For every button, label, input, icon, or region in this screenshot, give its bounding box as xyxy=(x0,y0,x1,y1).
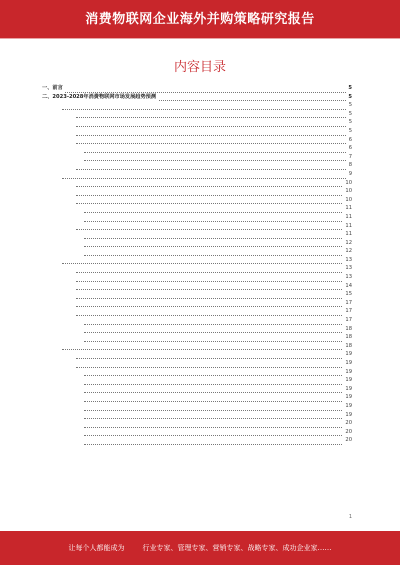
toc-entry-page: 5 xyxy=(348,102,352,109)
toc-title: 内容目录 xyxy=(173,60,226,75)
toc-entry-page: 13 xyxy=(345,256,352,263)
toc-entry-page: 11 xyxy=(345,205,352,212)
toc-leader-dots xyxy=(84,419,352,428)
toc-leader-dots xyxy=(84,376,352,385)
toc-entry-page: 20 xyxy=(345,420,352,427)
toc-entry-label: 一、前言 xyxy=(42,85,63,91)
toc-leader-dots xyxy=(76,127,352,136)
toc-leader-dots xyxy=(84,213,352,222)
toc-entry-page: 19 xyxy=(345,351,352,358)
report-title: 消费物联网企业海外并购策略研究报告 xyxy=(85,12,315,27)
toc-leader-dots xyxy=(76,118,352,127)
toc-leader-dots xyxy=(84,230,352,239)
toc-entry-page: 10 xyxy=(345,196,352,203)
toc-leader-dots xyxy=(76,222,352,231)
toc-leader-dots xyxy=(84,436,352,445)
toc-entry[interactable] xyxy=(0,101,400,110)
toc-entry-page: 5 xyxy=(348,110,352,117)
toc-entry[interactable] xyxy=(0,325,400,334)
toc-entry[interactable] xyxy=(0,136,400,145)
toc-entry[interactable] xyxy=(0,428,400,437)
toc-entry-page: 19 xyxy=(345,402,352,409)
toc-leader-dots xyxy=(76,161,352,170)
toc-entry-page: 7 xyxy=(348,153,352,160)
toc-leader-dots xyxy=(84,411,352,420)
toc-leader-dots xyxy=(84,316,352,325)
toc-entry[interactable] xyxy=(0,222,400,231)
toc-entry-page: 17 xyxy=(345,317,352,324)
toc-entry-page: 6 xyxy=(348,136,352,143)
toc-leader-dots xyxy=(84,325,352,334)
toc-leader-dots xyxy=(62,256,352,265)
toc-leader-dots xyxy=(84,393,352,402)
toc-entry[interactable] xyxy=(0,196,400,205)
toc-leader-dots xyxy=(76,187,352,196)
toc-leader-dots xyxy=(76,290,352,299)
toc-entry-page: 12 xyxy=(345,248,352,255)
toc-entry-page: 17 xyxy=(345,299,352,306)
toc-leader-dots xyxy=(84,402,352,411)
toc-entry-page: 19 xyxy=(345,411,352,418)
toc-entry-page: 8 xyxy=(348,162,352,169)
toc-entry[interactable] xyxy=(0,282,400,291)
toc-leader-dots xyxy=(84,204,352,213)
toc-entry-page: 18 xyxy=(345,325,352,332)
toc-entry[interactable] xyxy=(0,213,400,222)
toc-entry[interactable] xyxy=(0,127,400,136)
toc-entry[interactable] xyxy=(0,230,400,239)
toc-leader-dots xyxy=(76,136,352,145)
toc-leader-dots xyxy=(84,333,352,342)
toc-entry-page: 10 xyxy=(345,188,352,195)
toc-leader-dots xyxy=(84,144,352,153)
toc-entry[interactable] xyxy=(0,256,400,265)
toc-leader-dots xyxy=(76,299,352,308)
toc-entry[interactable] xyxy=(0,411,400,420)
page-number: 1 xyxy=(348,514,352,520)
toc-entry[interactable] xyxy=(0,359,400,368)
toc-entry[interactable] xyxy=(0,376,400,385)
toc-entry-page: 13 xyxy=(345,274,352,281)
toc-entry-page: 14 xyxy=(345,282,352,289)
toc-entry[interactable] xyxy=(0,170,400,179)
toc-entry-page: 12 xyxy=(345,239,352,246)
toc-entry[interactable] xyxy=(0,187,400,196)
toc-entry-page: 10 xyxy=(345,179,352,186)
toc-leader-dots xyxy=(76,350,352,359)
toc-entry-page: 20 xyxy=(345,428,352,435)
toc-entry-page: 17 xyxy=(345,308,352,315)
toc-entry-page: 18 xyxy=(345,342,352,349)
footer-roles-text: 行业专家、管理专家、营销专家、战略专家、成功企业家…… xyxy=(142,544,332,552)
toc-leader-dots xyxy=(76,196,352,205)
toc-leader-dots xyxy=(62,101,352,110)
toc-leader-dots xyxy=(84,428,352,437)
toc-entry-page: 5 xyxy=(348,93,352,100)
toc-entry-page: 5 xyxy=(348,85,352,91)
toc-entry-page: 18 xyxy=(345,334,352,341)
toc-leader-dots xyxy=(84,385,352,394)
toc-entry-label: 二、2023-2028年消费物联网市场发展趋势预测 xyxy=(42,93,157,100)
page-header xyxy=(0,0,400,38)
toc-leader-dots xyxy=(76,359,352,368)
header-divider xyxy=(0,38,400,39)
toc-entry[interactable] xyxy=(0,93,400,102)
toc-entry-page: 19 xyxy=(345,368,352,375)
toc-leader-dots xyxy=(76,273,352,282)
toc-leader-dots xyxy=(84,153,352,162)
toc-entry[interactable] xyxy=(0,436,400,445)
toc-entry[interactable] xyxy=(0,342,400,351)
toc-leader-dots xyxy=(76,307,352,316)
toc-leader-dots xyxy=(84,368,352,377)
toc-entry[interactable] xyxy=(0,299,400,308)
toc-leader-dots xyxy=(76,282,352,291)
toc-entry[interactable] xyxy=(0,419,400,428)
toc-entry[interactable] xyxy=(0,161,400,170)
toc-entry[interactable] xyxy=(0,316,400,325)
toc-entry[interactable] xyxy=(0,118,400,127)
toc-entry[interactable] xyxy=(0,290,400,299)
page-footer xyxy=(0,531,400,565)
toc-entry[interactable] xyxy=(0,402,400,411)
toc-entry-page: 19 xyxy=(345,394,352,401)
table-of-contents xyxy=(0,84,400,445)
toc-entry[interactable] xyxy=(0,333,400,342)
toc-entry-page: 11 xyxy=(345,222,352,229)
toc-entry-page: 11 xyxy=(345,231,352,238)
toc-entry[interactable] xyxy=(0,84,400,93)
toc-entry-page: 13 xyxy=(345,265,352,272)
toc-entry-page: 19 xyxy=(345,385,352,392)
toc-entry[interactable] xyxy=(0,273,400,282)
toc-entry[interactable] xyxy=(0,307,400,316)
toc-entry-page: 20 xyxy=(345,437,352,444)
toc-leader-dots xyxy=(76,110,352,119)
footer-slogan xyxy=(0,543,400,553)
toc-entry[interactable] xyxy=(0,385,400,394)
toc-entry-page: 6 xyxy=(348,145,352,152)
toc-leader-dots xyxy=(76,264,352,273)
toc-entry-page: 19 xyxy=(345,360,352,366)
toc-entry[interactable] xyxy=(0,204,400,213)
toc-entry[interactable] xyxy=(0,368,400,377)
toc-leader-dots xyxy=(62,170,352,179)
toc-leader-dots xyxy=(76,179,352,188)
toc-entry[interactable] xyxy=(0,179,400,188)
toc-entry[interactable] xyxy=(0,144,400,153)
toc-leader-dots xyxy=(84,239,352,248)
toc-entry[interactable] xyxy=(0,110,400,119)
toc-entry[interactable] xyxy=(0,153,400,162)
toc-entry-page: 5 xyxy=(348,127,352,134)
toc-entry-page: 11 xyxy=(345,213,352,220)
toc-entry[interactable] xyxy=(0,264,400,273)
toc-leader-dots xyxy=(84,247,352,256)
toc-leader-dots xyxy=(62,342,352,351)
toc-entry[interactable] xyxy=(0,350,400,359)
toc-entry-page: 15 xyxy=(345,291,352,298)
toc-entry[interactable] xyxy=(0,393,400,402)
toc-entry-page: 19 xyxy=(345,377,352,384)
footer-lead-text: 让每个人都能成为 xyxy=(68,544,125,552)
toc-entry[interactable] xyxy=(0,239,400,248)
toc-entry[interactable] xyxy=(0,247,400,256)
toc-entry-page: 9 xyxy=(348,170,352,177)
toc-leader-dots xyxy=(42,84,352,93)
toc-entry-page: 5 xyxy=(348,119,352,126)
